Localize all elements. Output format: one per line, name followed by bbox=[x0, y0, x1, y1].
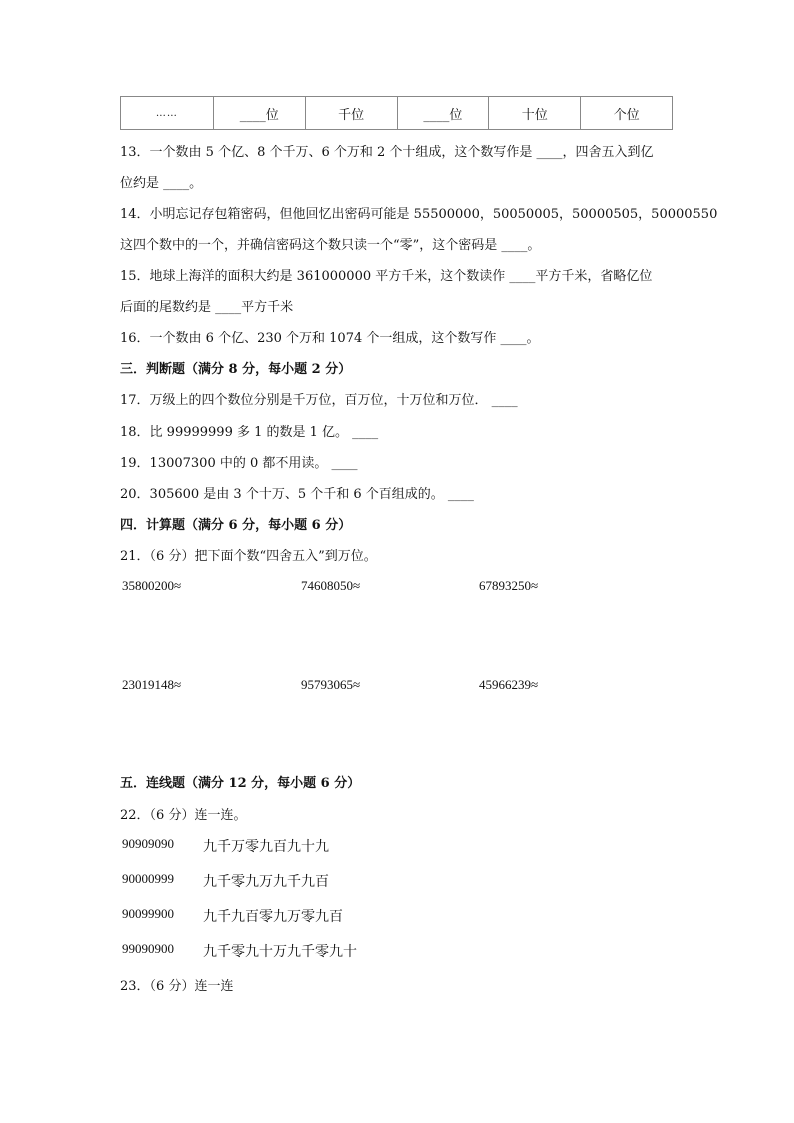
rounding-item-5: 95793065≈ bbox=[301, 677, 361, 692]
question-23-prompt: 23．（6 分）连一连 bbox=[120, 979, 234, 994]
rounding-item-3: 67893250≈ bbox=[479, 578, 539, 593]
section-4-title: 四．计算题（满分 6 分，每小题 6 分） bbox=[120, 518, 352, 533]
question-18: 18．比 99999999 多 1 的数是 1 亿。 ____ bbox=[120, 425, 379, 440]
question-15-line-1: 15．地球上海洋的面积大约是 361000000 平方千米，这个数读作 ____平方千米，省略亿位 bbox=[120, 269, 653, 284]
question-13-line-1: 13．一个数由 5 个亿、8 个千万、6 个万和 2 个十组成，这个数写作是 ____，四舍五入到亿 bbox=[120, 145, 654, 160]
question-20: 20．305600 是由 3 个十万、5 个千和 6 个百组成的。 ____ bbox=[120, 487, 474, 502]
table-cell-tens: 十位 bbox=[488, 97, 580, 129]
question-21-prompt: 21．（6 分）把下面个数“四舍五入”到万位。 bbox=[120, 549, 377, 564]
section-5-title: 五．连线题（满分 12 分，每小题 6 分） bbox=[120, 776, 361, 791]
rounding-item-4: 23019148≈ bbox=[122, 677, 182, 692]
match-word-2: 九千零九万九千九百 bbox=[203, 874, 329, 890]
table-cell-thousands: 千位 bbox=[305, 97, 397, 129]
place-value-table bbox=[120, 96, 673, 130]
table-cell-blank-2: ____位 bbox=[397, 97, 489, 129]
question-14-line-2: 这四个数中的一个，并确信密码这个数只读一个“零”，这个密码是 ____。 bbox=[120, 238, 541, 253]
question-14-line-1: 14．小明忘记存包箱密码，但他回忆出密码可能是 55500000，50050005，50000505，50000550 bbox=[120, 207, 718, 222]
match-word-1: 九千万零九百九十九 bbox=[203, 839, 329, 855]
match-number-4: 99090900 bbox=[122, 941, 174, 956]
rounding-item-2: 74608050≈ bbox=[301, 578, 361, 593]
question-16: 16．一个数由 6 个亿、230 个万和 1074 个一组成，这个数写作 ____。 bbox=[120, 331, 540, 346]
question-15-line-2: 后面的尾数约是 ____平方千米 bbox=[120, 300, 294, 315]
rounding-item-6: 45966239≈ bbox=[479, 677, 539, 692]
rounding-item-1: 35800200≈ bbox=[122, 578, 182, 593]
match-word-4: 九千零九十万九千零九十 bbox=[203, 944, 357, 960]
table-cell-blank-1: ____位 bbox=[213, 97, 305, 129]
question-17: 17．万级上的四个数位分别是千万位，百万位，十万位和万位． ____ bbox=[120, 393, 518, 408]
table-cell-ellipsis: …… bbox=[155, 107, 178, 119]
match-word-3: 九千九百零九万零九百 bbox=[203, 909, 343, 925]
section-3-title: 三．判断题（满分 8 分，每小题 2 分） bbox=[120, 362, 352, 377]
match-number-1: 90909090 bbox=[122, 836, 174, 851]
question-13-line-2: 位约是 ____。 bbox=[120, 176, 203, 191]
match-number-2: 90000999 bbox=[122, 871, 174, 886]
question-22-prompt: 22．（6 分）连一连。 bbox=[120, 808, 247, 823]
match-number-3: 90099900 bbox=[122, 906, 174, 921]
table-cell-ones: 个位 bbox=[580, 97, 672, 129]
question-19: 19．13007300 中的 0 都不用读。 ____ bbox=[120, 456, 358, 471]
